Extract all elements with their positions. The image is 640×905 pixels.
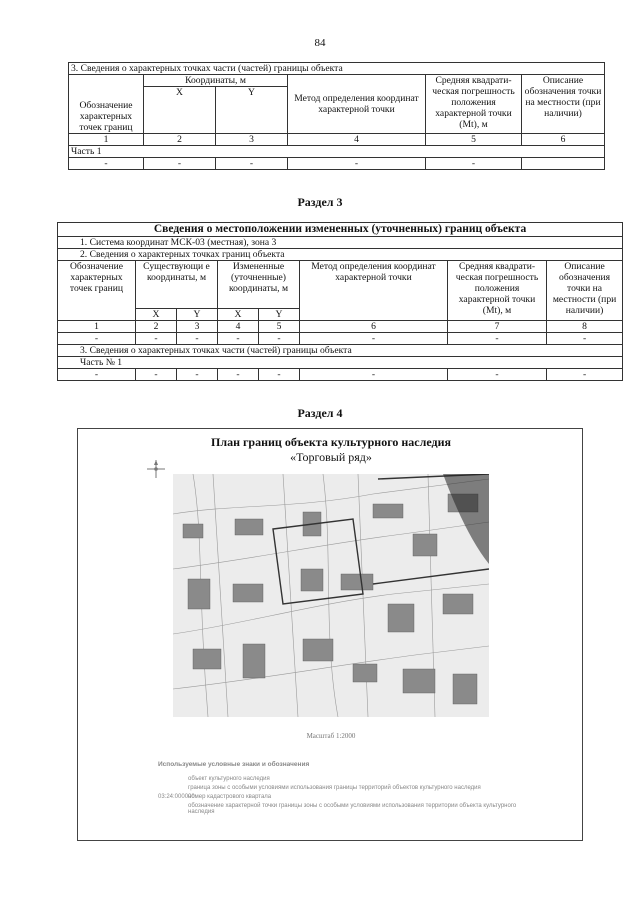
changed-boundaries-table — [57, 222, 623, 381]
empty-cell — [522, 158, 605, 170]
num-cell: 4 — [218, 321, 259, 333]
dash-cell: - — [448, 333, 547, 345]
points-part-table — [68, 62, 605, 170]
map-legend — [158, 761, 518, 818]
map-frame — [77, 428, 583, 841]
dash-cell: - — [218, 333, 259, 345]
num-cell: 3 — [177, 321, 218, 333]
table2-title: Сведения о местоположении измененных (уточненных) границ объекта — [58, 223, 623, 237]
col-x: X — [218, 309, 259, 321]
col-coords: Координаты, м — [144, 75, 288, 87]
part-label: Часть № 1 — [58, 357, 623, 369]
north-arrow-icon — [146, 459, 166, 479]
dash-cell: - — [448, 369, 547, 381]
map-title: План границ объекта культурного наследия — [211, 435, 451, 449]
dash-cell: - — [288, 158, 426, 170]
num-cell: 2 — [144, 134, 216, 146]
dash-cell: - — [177, 369, 218, 381]
legend-symbol — [158, 776, 188, 782]
legend-text: объект культурного наследия — [188, 776, 270, 782]
dash-cell: - — [300, 333, 448, 345]
num-cell: 1 — [69, 134, 144, 146]
col-description: Описание обозначения точки на местности (при наличии) — [522, 75, 605, 134]
legend-item — [158, 794, 518, 800]
legend-symbol: 03:24:000000 — [158, 794, 195, 800]
num-cell: 1 — [58, 321, 136, 333]
num-cell: 5 — [426, 134, 522, 146]
legend-text: обозначение характерной точки границы зоны с особыми условиями использования территории объекта культурного наследия — [188, 803, 517, 815]
points-info-line: 2. Сведения о характерных точках границ объекта — [58, 249, 623, 261]
map-scale: Масштаб 1:2000 — [306, 732, 356, 740]
num-cell: 2 — [136, 321, 177, 333]
legend-item — [158, 785, 518, 791]
col-y: Y — [177, 309, 218, 321]
legend-item — [158, 803, 518, 815]
dash-cell: - — [58, 369, 136, 381]
dash-cell: - — [69, 158, 144, 170]
dash-cell: - — [259, 333, 300, 345]
num-cell: 8 — [547, 321, 623, 333]
legend-symbol — [158, 803, 188, 815]
col-y: Y — [216, 87, 288, 134]
parts-info-line: 3. Сведения о характерных точках части (частей) границы объекта — [58, 345, 623, 357]
dash-cell: - — [136, 369, 177, 381]
dash-cell: - — [300, 369, 448, 381]
map-subtitle: «Торговый ряд» — [290, 450, 372, 464]
part-label: Часть 1 — [69, 146, 605, 158]
dash-cell: - — [216, 158, 288, 170]
dash-cell: - — [259, 369, 300, 381]
legend-text: граница зоны с особыми условиями использования границы территорий объектов культурного наследия — [188, 785, 481, 791]
num-cell: 7 — [448, 321, 547, 333]
page-number: 84 — [314, 37, 326, 49]
num-cell: 6 — [522, 134, 605, 146]
dash-cell: - — [136, 333, 177, 345]
section4-heading: Раздел 4 — [297, 406, 343, 420]
dash-cell: - — [58, 333, 136, 345]
col-description: Описание обозначения точки на местности (при наличии) — [547, 261, 623, 321]
legend-item — [158, 776, 518, 782]
legend-symbol — [158, 785, 188, 791]
table1-section-title: 3. Сведения о характерных точках части (частей) границы объекта — [69, 63, 605, 75]
col-method: Метод определения координат характерной точки — [288, 75, 426, 134]
col-y: Y — [259, 309, 300, 321]
col-designation: Обозначение характерных точек границ — [58, 261, 136, 321]
num-cell: 3 — [216, 134, 288, 146]
dash-cell: - — [426, 158, 522, 170]
num-cell: 5 — [259, 321, 300, 333]
dash-cell: - — [218, 369, 259, 381]
num-cell: 4 — [288, 134, 426, 146]
dash-cell: - — [547, 333, 623, 345]
dash-cell: - — [547, 369, 623, 381]
col-error: Средняя квадрати-ческая погрешность положения характерной точки (Mt), м — [448, 261, 547, 321]
col-method: Метод определения координат характерной точки — [300, 261, 448, 321]
col-error: Средняя квадрати-ческая погрешность положения характерной точки (Mt), м — [426, 75, 522, 134]
section3-heading: Раздел 3 — [297, 195, 343, 209]
col-designation: Обозначение характерных точек границ — [69, 75, 144, 134]
coord-system-line: 1. Система координат МСК-03 (местная), зона 3 — [58, 237, 623, 249]
col-existing: Существующи е координаты, м — [136, 261, 218, 309]
num-cell: 6 — [300, 321, 448, 333]
dash-cell: - — [144, 158, 216, 170]
cadastral-map-image — [173, 474, 489, 717]
legend-text: номер кадастрового квартала — [188, 794, 272, 800]
col-x: X — [144, 87, 216, 134]
legend-title: Используемые условные знаки и обозначения — [158, 761, 310, 768]
col-x: X — [136, 309, 177, 321]
dash-cell: - — [177, 333, 218, 345]
col-changed: Измененные (уточненные) координаты, м — [218, 261, 300, 309]
